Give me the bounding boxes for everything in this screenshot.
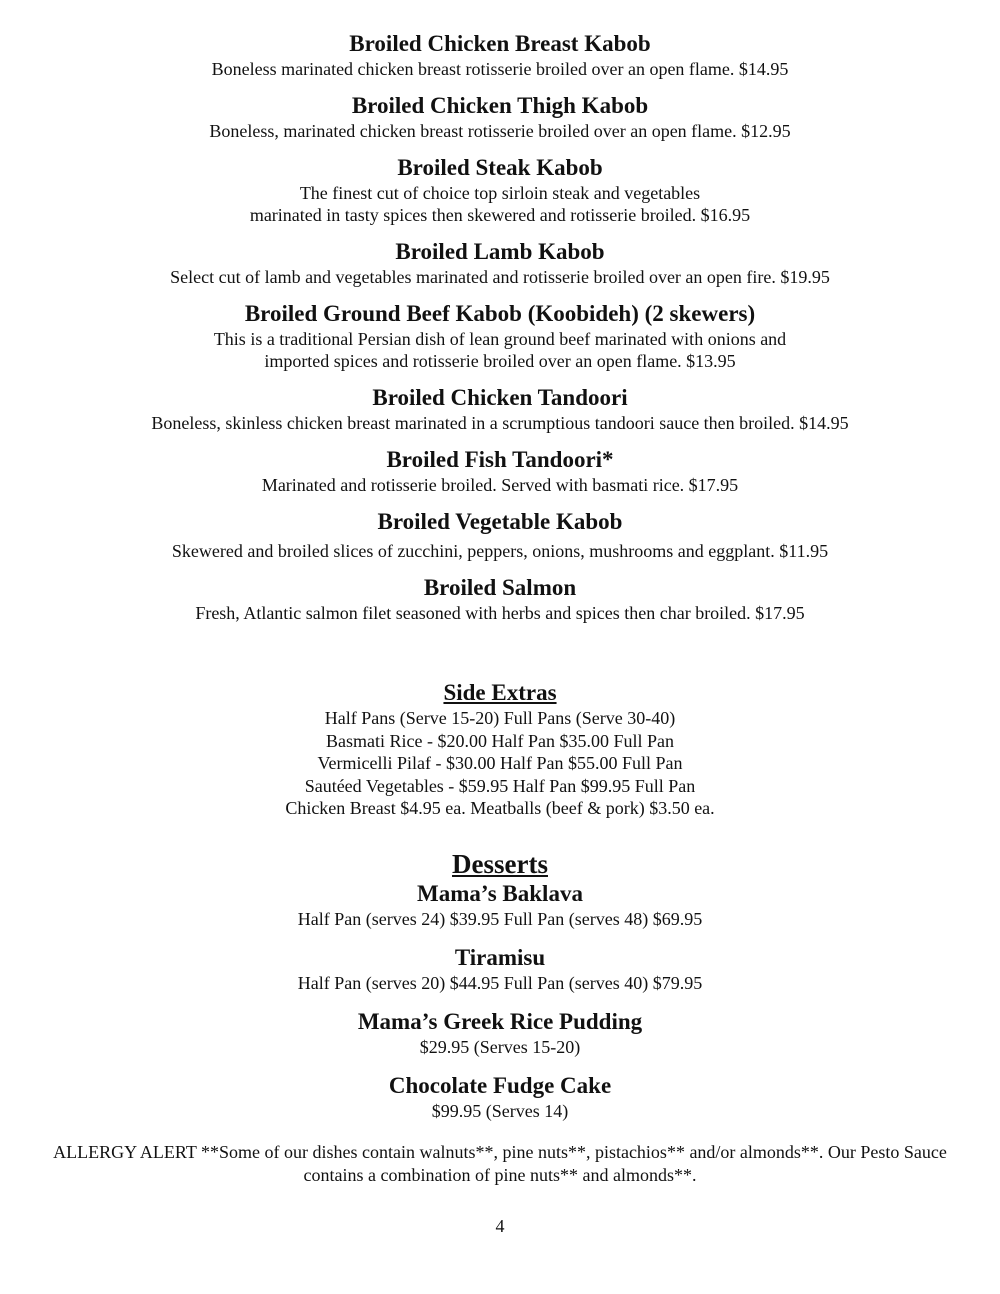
menu-item [0, 238, 1000, 288]
side-extras-line: Basmati Rice - $20.00 Half Pan $35.00 Full Pan [326, 730, 674, 751]
dessert-title: Mama’s Greek Rice Pudding [357, 1009, 643, 1034]
dessert-price: Half Pan (serves 20) $44.95 Full Pan (serves 40) $79.95 [297, 973, 703, 993]
page-number: 4 [495, 1216, 505, 1236]
dessert-price: $29.95 (Serves 15-20) [419, 1037, 581, 1057]
dessert-item [0, 944, 1000, 994]
menu-item [0, 30, 1000, 80]
menu-item-title: Broiled Chicken Breast Kabob [349, 31, 651, 56]
side-extras-heading: Side Extras [443, 680, 557, 705]
menu-item-description: Marinated and rotisserie broiled. Served with basmati rice. $17.95 [261, 475, 739, 495]
menu-item-title: Broiled Vegetable Kabob [377, 509, 623, 534]
dessert-item [0, 880, 1000, 930]
dessert-price: $99.95 (Serves 14) [431, 1101, 569, 1121]
kabob-list [0, 30, 1000, 636]
menu-item-title: Broiled Lamb Kabob [395, 239, 605, 264]
menu-item-description: Boneless, skinless chicken breast marinated in a scrumptious tandoori sauce then broiled. $14.95 [151, 413, 849, 433]
desserts-section [0, 848, 1000, 1136]
dessert-title: Tiramisu [454, 945, 546, 970]
menu-item-description: Boneless marinated chicken breast rotisserie broiled over an open flame. $14.95 [211, 59, 789, 79]
side-extras-line: Half Pans (Serve 15-20) Full Pans (Serve 30-40) [324, 708, 676, 728]
menu-item [0, 446, 1000, 496]
allergy-alert: ALLERGY ALERT **Some of our dishes contain walnuts**, pine nuts**, pistachios** and/or almonds**. Our Pesto Sauce contains a combination of pine nuts** and almonds**. [53, 1142, 947, 1185]
side-extras-line: Vermicelli Pilaf - $30.00 Half Pan $55.00 Full Pan [317, 753, 683, 773]
menu-item-description: Select cut of lamb and vegetables marinated and rotisserie broiled over an open fire. $19.95 [170, 267, 830, 287]
menu-item [0, 92, 1000, 142]
menu-item-title: Broiled Chicken Thigh Kabob [351, 93, 649, 118]
menu-item-title: Broiled Fish Tandoori* [386, 447, 614, 472]
side-extras-section [0, 679, 1000, 820]
menu-item-description: The finest cut of choice top sirloin steak and vegetables [299, 183, 701, 203]
menu-item [0, 154, 1000, 226]
menu-item-description: Boneless, marinated chicken breast rotisserie broiled over an open flame. $12.95 [209, 121, 791, 141]
menu-item-description: Fresh, Atlantic salmon filet seasoned with herbs and spices then char broiled. $17.95 [195, 603, 805, 623]
dessert-title: Chocolate Fudge Cake [388, 1073, 612, 1098]
menu-item-title: Broiled Steak Kabob [397, 155, 603, 180]
menu-item-description: marinated in tasty spices then skewered and rotisserie broiled. $16.95 [249, 205, 751, 225]
desserts-heading: Desserts [452, 849, 548, 879]
menu-item-title: Broiled Ground Beef Kabob (Koobideh) (2 skewers) [244, 301, 756, 326]
menu-item [0, 300, 1000, 372]
dessert-item [0, 1072, 1000, 1122]
menu-item [0, 574, 1000, 624]
menu-item-description: This is a traditional Persian dish of lean ground beef marinated with onions and [213, 329, 787, 349]
side-extras-line: Chicken Breast $4.95 ea. Meatballs (beef & pork) $3.50 ea. [285, 798, 715, 818]
menu-item-title: Broiled Salmon [423, 575, 577, 600]
menu-item [0, 384, 1000, 434]
menu-item-description: Skewered and broiled slices of zucchini, peppers, onions, mushrooms and eggplant. $11.95 [171, 541, 829, 561]
menu-item [0, 508, 1000, 562]
dessert-title: Mama’s Baklava [417, 881, 583, 906]
menu-item-description: imported spices and rotisserie broiled over an open flame. $13.95 [264, 351, 736, 371]
dessert-item [0, 1008, 1000, 1058]
dessert-price: Half Pan (serves 24) $39.95 Full Pan (serves 48) $69.95 [297, 909, 703, 929]
side-extras-line: Sautéed Vegetables - $59.95 Half Pan $99.95 Full Pan [304, 775, 696, 796]
menu-item-title: Broiled Chicken Tandoori [372, 385, 628, 410]
